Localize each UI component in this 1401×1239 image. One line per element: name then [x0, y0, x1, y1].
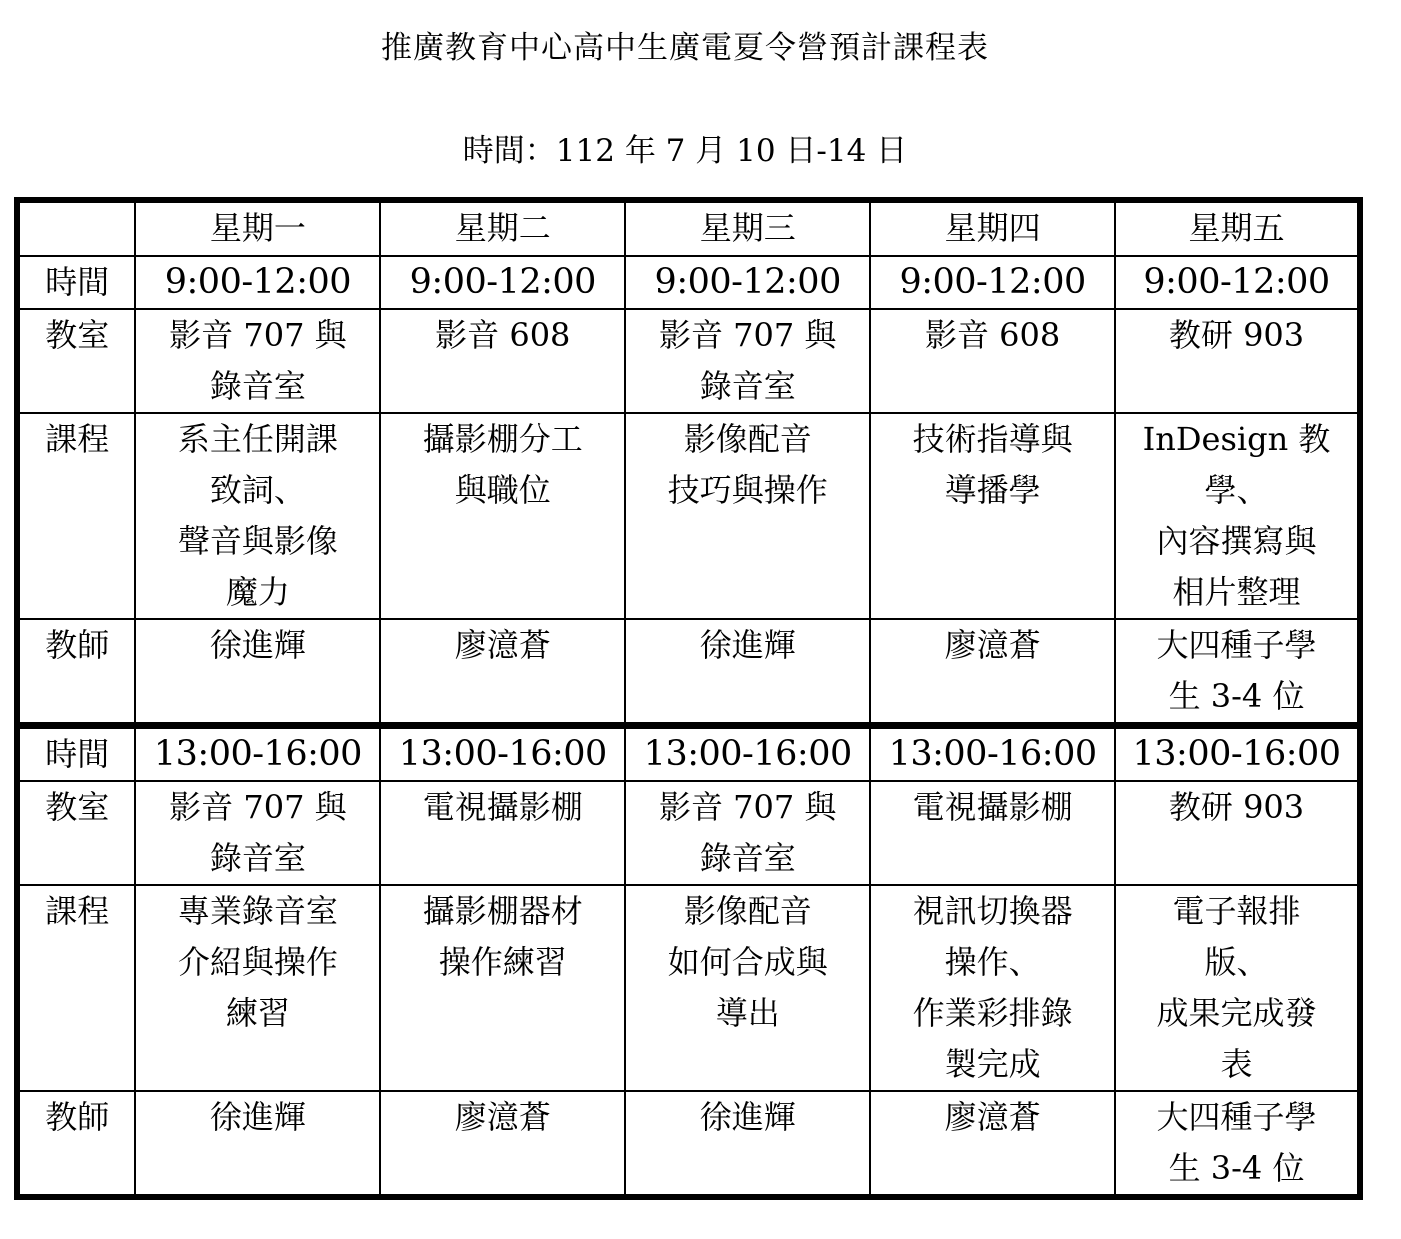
morning-time-cell: 9:00-12:00	[870, 256, 1115, 309]
morning-room-line: 錄音室	[699, 367, 796, 405]
morning-course-line: 致詞、	[209, 471, 306, 509]
afternoon-teacher-line: 徐進輝	[209, 1098, 306, 1136]
morning-time-cell: 9:00-12:00	[380, 256, 625, 309]
morning-teacher-line: 大四種子學	[1156, 626, 1317, 664]
afternoon-teacher-line: 徐進輝	[699, 1098, 796, 1136]
morning-time-cell: 9:00-12:00	[135, 256, 380, 309]
morning-room-line: 影音 707 與	[169, 316, 347, 354]
afternoon-teacher-cell	[625, 1091, 870, 1197]
morning-course-line: 與職位	[454, 471, 551, 509]
morning-course-line: 相片整理	[1172, 573, 1301, 611]
day-header: 星期三	[625, 200, 870, 256]
morning-teacher-cell	[1115, 619, 1360, 726]
afternoon-teacher-cell	[1115, 1091, 1360, 1197]
morning-teacher-line: 生 3-4 位	[1168, 677, 1305, 715]
afternoon-course-line: 操作、	[944, 943, 1041, 981]
morning-course-line: 魔力	[225, 573, 290, 611]
afternoon-room-line: 影音 707 與	[169, 788, 347, 826]
afternoon-course-cell	[870, 885, 1115, 1091]
row-label-time: 時間	[17, 726, 135, 782]
afternoon-course-cell	[625, 885, 870, 1091]
row-label-teacher: 教師	[17, 619, 135, 726]
morning-room-cell	[870, 309, 1115, 413]
afternoon-room-line: 電視攝影棚	[422, 788, 583, 826]
afternoon-course-line: 如何合成與	[667, 943, 828, 981]
morning-teacher-row	[17, 619, 1360, 726]
afternoon-course-line: 專業錄音室	[177, 892, 338, 930]
afternoon-course-cell	[135, 885, 380, 1091]
afternoon-course-line: 影像配音	[683, 892, 812, 930]
afternoon-room-line: 教研 903	[1168, 788, 1305, 826]
morning-course-cell	[380, 413, 625, 619]
afternoon-course-line: 電子報排	[1172, 892, 1301, 930]
afternoon-course-line: 成果完成發	[1156, 994, 1317, 1032]
afternoon-course-line: 版、	[1204, 943, 1269, 981]
morning-room-line: 教研 903	[1168, 316, 1305, 354]
row-label-room: 教室	[17, 781, 135, 885]
afternoon-teacher-cell	[870, 1091, 1115, 1197]
morning-teacher-cell	[625, 619, 870, 726]
afternoon-room-cell	[625, 781, 870, 885]
morning-room-cell	[380, 309, 625, 413]
schedule-table	[14, 197, 1363, 1200]
afternoon-course-line: 練習	[225, 994, 290, 1032]
afternoon-course-line: 視訊切換器	[912, 892, 1073, 930]
afternoon-room-cell	[870, 781, 1115, 885]
afternoon-time-cell: 13:00-16:00	[135, 726, 380, 782]
afternoon-room-cell	[135, 781, 380, 885]
morning-teacher-line: 徐進輝	[209, 626, 306, 664]
afternoon-room-line: 影音 707 與	[658, 788, 837, 826]
morning-course-line: 聲音與影像	[177, 522, 338, 560]
schedule-body	[17, 200, 1360, 1197]
afternoon-course-line: 製完成	[944, 1045, 1041, 1083]
afternoon-teacher-cell	[380, 1091, 625, 1197]
morning-teacher-cell	[380, 619, 625, 726]
morning-room-cell	[135, 309, 380, 413]
afternoon-course-line: 攝影棚器材	[422, 892, 583, 930]
row-label-time: 時間	[17, 256, 135, 309]
afternoon-room-cell	[1115, 781, 1360, 885]
morning-teacher-cell	[870, 619, 1115, 726]
morning-room-line: 錄音室	[209, 367, 306, 405]
afternoon-course-row	[17, 885, 1360, 1091]
afternoon-time-cell: 13:00-16:00	[380, 726, 625, 782]
header-row	[17, 200, 1360, 256]
morning-teacher-cell	[135, 619, 380, 726]
afternoon-course-cell	[1115, 885, 1360, 1091]
row-label-course: 課程	[17, 413, 135, 619]
afternoon-course-line: 導出	[715, 994, 780, 1032]
afternoon-room-line: 錄音室	[699, 839, 796, 877]
day-header: 星期四	[870, 200, 1115, 256]
corner-cell	[17, 200, 135, 256]
morning-teacher-line: 廖澺蒼	[944, 626, 1041, 664]
afternoon-teacher-cell	[135, 1091, 380, 1197]
morning-course-line: 學、	[1204, 471, 1269, 509]
morning-room-cell	[1115, 309, 1360, 413]
morning-course-line: 攝影棚分工	[422, 420, 583, 458]
morning-room-row	[17, 309, 1360, 413]
morning-course-cell	[625, 413, 870, 619]
afternoon-teacher-row	[17, 1091, 1360, 1197]
afternoon-teacher-line: 大四種子學	[1156, 1098, 1317, 1136]
morning-time-row	[17, 256, 1360, 309]
afternoon-course-line: 操作練習	[438, 943, 567, 981]
morning-course-line: 技巧與操作	[667, 471, 828, 509]
afternoon-room-line: 電視攝影棚	[912, 788, 1073, 826]
afternoon-time-row	[17, 726, 1360, 782]
morning-room-line: 影音 608	[924, 316, 1061, 354]
morning-course-cell	[135, 413, 380, 619]
afternoon-teacher-line: 廖澺蒼	[944, 1098, 1041, 1136]
afternoon-course-line: 表	[1220, 1045, 1253, 1083]
row-label-room: 教室	[17, 309, 135, 413]
afternoon-time-cell: 13:00-16:00	[1115, 726, 1360, 782]
morning-room-line: 影音 707 與	[658, 316, 837, 354]
afternoon-course-line: 作業彩排錄	[912, 994, 1073, 1032]
morning-course-line: 系主任開課	[177, 420, 338, 458]
afternoon-room-cell	[380, 781, 625, 885]
afternoon-course-line: 介紹與操作	[177, 943, 338, 981]
morning-course-cell	[1115, 413, 1360, 619]
morning-course-cell	[870, 413, 1115, 619]
afternoon-room-line: 錄音室	[209, 839, 306, 877]
morning-course-line: 影像配音	[683, 420, 812, 458]
afternoon-time-cell: 13:00-16:00	[625, 726, 870, 782]
morning-room-line: 影音 608	[435, 316, 571, 354]
row-label-teacher: 教師	[17, 1091, 135, 1197]
morning-course-line: 內容撰寫與	[1156, 522, 1317, 560]
afternoon-time-cell: 13:00-16:00	[870, 726, 1115, 782]
morning-time-cell: 9:00-12:00	[625, 256, 870, 309]
morning-course-row	[17, 413, 1360, 619]
afternoon-teacher-line: 廖澺蒼	[454, 1098, 551, 1136]
morning-course-line: 技術指導與	[912, 420, 1073, 458]
afternoon-teacher-line: 生 3-4 位	[1168, 1149, 1305, 1187]
morning-time-cell: 9:00-12:00	[1115, 256, 1360, 309]
day-header: 星期二	[380, 200, 625, 256]
morning-teacher-line: 徐進輝	[699, 626, 796, 664]
morning-course-line: InDesign 教	[1142, 420, 1331, 458]
afternoon-room-row	[17, 781, 1360, 885]
page-title: 推廣教育中心高中生廣電夏令營預計課程表	[381, 30, 989, 66]
day-header: 星期五	[1115, 200, 1360, 256]
date-range: 時間：112 年 7 月 10 日-14 日	[462, 133, 908, 169]
morning-room-cell	[625, 309, 870, 413]
row-label-course: 課程	[17, 885, 135, 1091]
day-header: 星期一	[135, 200, 380, 256]
morning-teacher-line: 廖澺蒼	[454, 626, 551, 664]
morning-course-line: 導播學	[944, 471, 1041, 509]
afternoon-course-cell	[380, 885, 625, 1091]
